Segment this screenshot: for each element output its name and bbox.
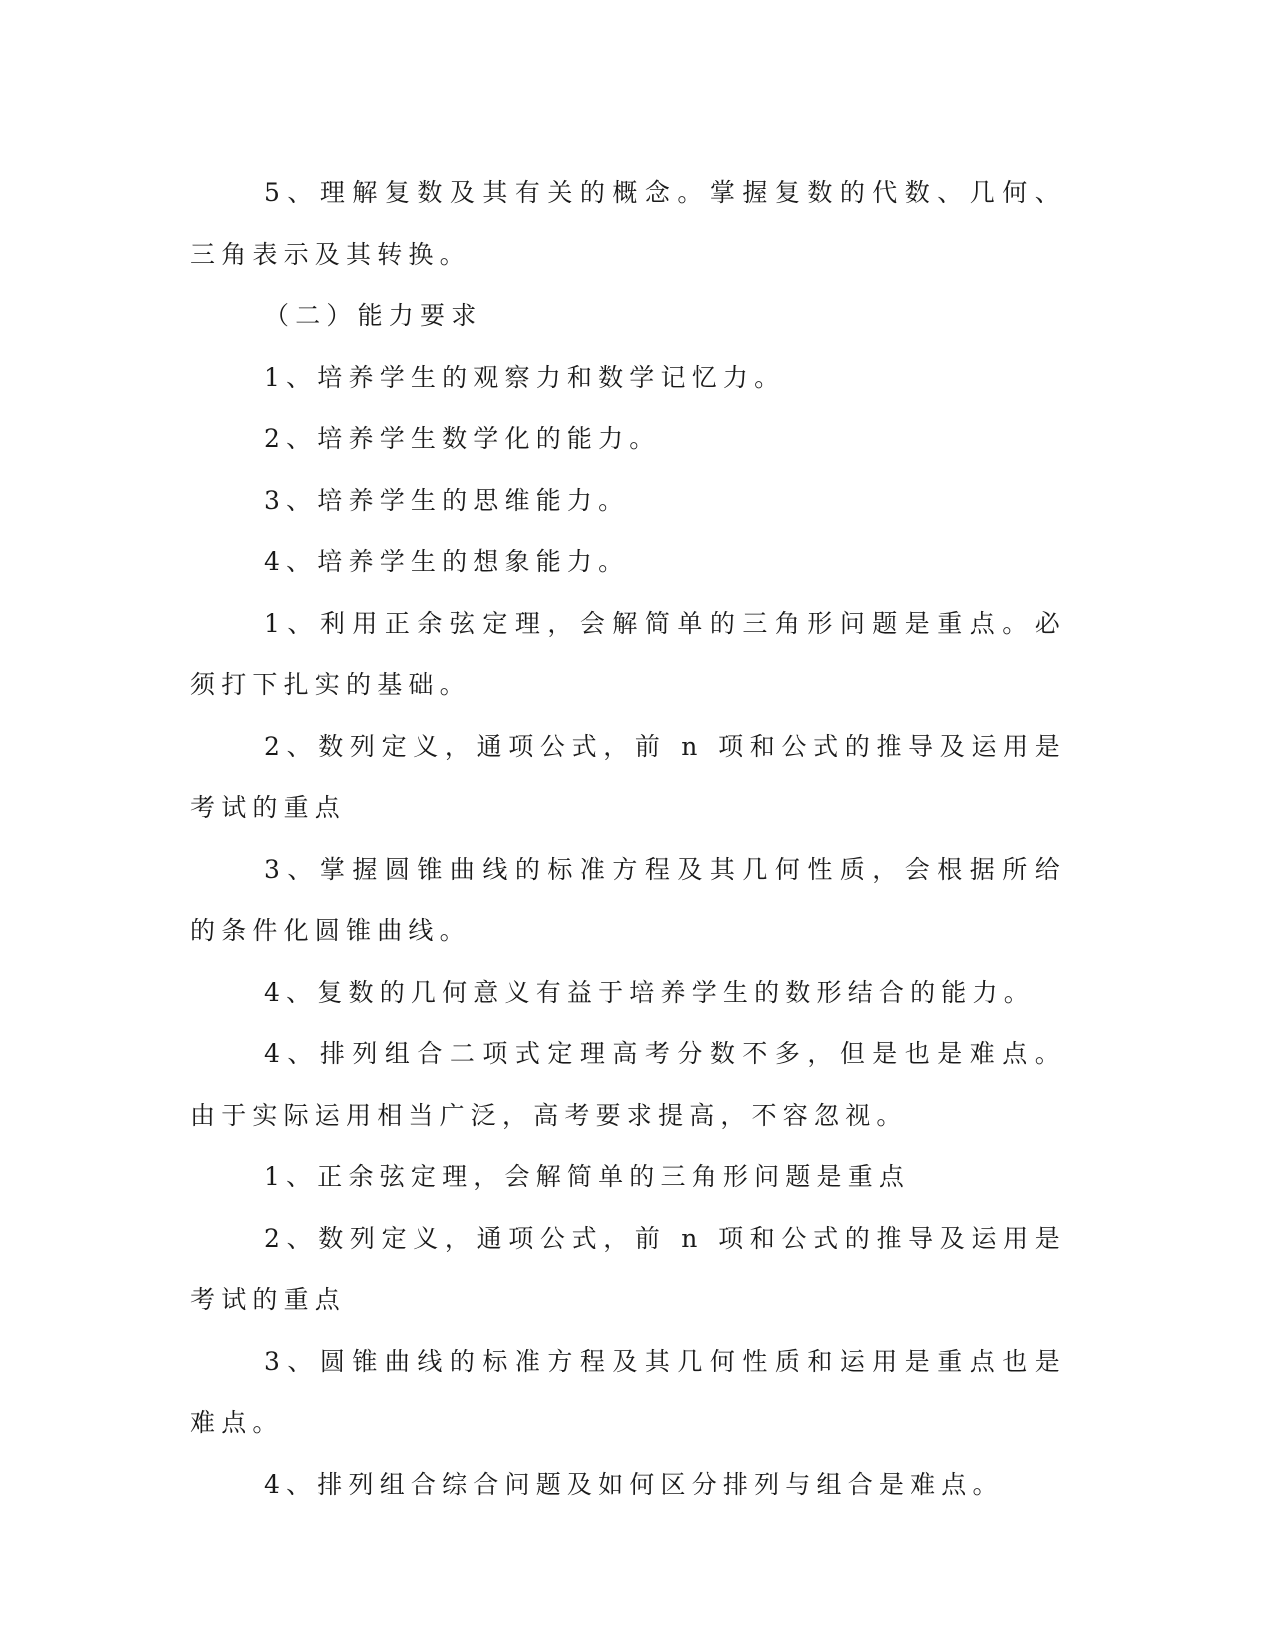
- paragraph-mathematization: 2、培养学生数学化的能力。: [264, 424, 661, 453]
- paragraph-conic-sections: 3、掌握圆锥曲线的标准方程及其几何性质，会根据所给的条件化圆锥曲线。: [190, 854, 1066, 945]
- paragraph-observation: 1、培养学生的观察力和数学记忆力。: [264, 362, 786, 392]
- paragraph-key-sequences: 2、数列定义，通项公式，前 n 项和公式的推导及运用是考试的重点: [190, 1223, 1066, 1314]
- paragraph-sine-cosine-theorem: 1、利用正余弦定理，会解简单的三角形问题是重点。必须打下扎实的基础。: [190, 608, 1066, 699]
- paragraph-complex-numbers: 5、理解复数及其有关的概念。掌握复数的代数、几何、三角表示及其转换。: [190, 178, 1066, 269]
- paragraph-complex-geometry: 4、复数的几何意义有益于培养学生的数形结合的能力。: [264, 977, 1035, 1007]
- paragraph-sequences: 2、数列定义，通项公式，前 n 项和公式的推导及运用是考试的重点: [190, 731, 1066, 822]
- paragraph-key-sine-cosine: 1、正余弦定理，会解简单的三角形问题是重点: [264, 1162, 911, 1191]
- paragraph-key-conics: 3、圆锥曲线的标准方程及其几何性质和运用是重点也是难点。: [190, 1346, 1066, 1437]
- paragraph-key-permutations: 4、排列组合综合问题及如何区分排列与组合是难点。: [264, 1469, 1004, 1499]
- document-body: [190, 162, 1066, 1515]
- section-heading-ability-requirements: （二）能力要求: [264, 301, 483, 330]
- paragraph-thinking: 3、培养学生的思维能力。: [264, 485, 630, 515]
- paragraph-permutations: 4、排列组合二项式定理高考分数不多，但是也是难点。由于实际运用相当广泛，高考要求提高，不容忽视。: [190, 1039, 1066, 1130]
- paragraph-imagination: 4、培养学生的想象能力。: [264, 547, 630, 576]
